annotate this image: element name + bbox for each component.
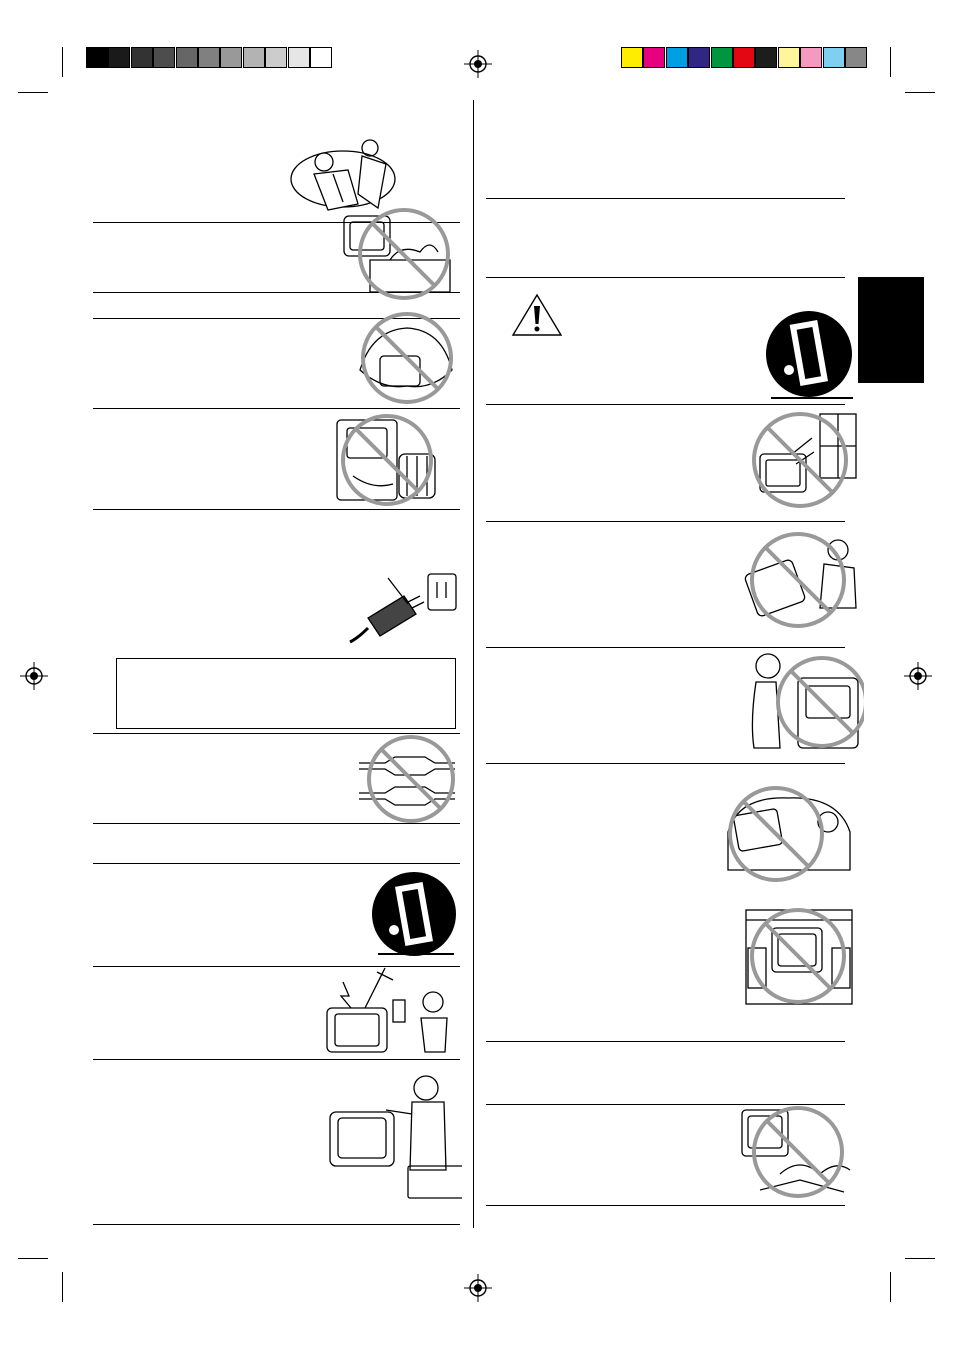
registration-mark-icon [904, 662, 932, 690]
gray-swatch [86, 47, 108, 68]
crop-mark-bottom-left-v [62, 1272, 63, 1302]
crop-mark-top-right-h [905, 92, 935, 93]
section-divider [486, 763, 845, 764]
section-divider [93, 408, 460, 409]
tv-enclosure-prohibited-illustration [742, 904, 856, 1008]
color-swatch [800, 47, 822, 68]
section-divider [93, 863, 460, 864]
gray-swatch [220, 47, 242, 68]
warning-triangle-icon [510, 292, 564, 338]
tv-falling-prohibited-illustration [736, 528, 862, 632]
reading-manual-illustration [288, 134, 408, 216]
crop-mark-bottom-right-h [905, 1258, 935, 1259]
section-divider [486, 521, 845, 522]
color-swatch [666, 47, 688, 68]
cart-tipover-icon [763, 310, 855, 400]
gray-swatch [153, 47, 175, 68]
gray-swatch [265, 47, 287, 68]
column-divider [473, 100, 474, 1228]
tv-covered-prohibited-illustration [352, 310, 462, 406]
color-swatch [823, 47, 845, 68]
section-divider [93, 733, 460, 734]
cart-tipover-icon [370, 870, 458, 958]
crop-mark-bottom-right-v [890, 1272, 891, 1302]
color-swatch [778, 47, 800, 68]
gray-swatch [243, 47, 265, 68]
gray-swatch [198, 47, 220, 68]
gray-swatch [176, 47, 198, 68]
note-box [116, 658, 456, 729]
gray-swatch [108, 47, 130, 68]
section-divider [486, 1041, 845, 1042]
gray-swatch [310, 47, 332, 68]
color-swatch [755, 47, 777, 68]
crop-mark-bottom-left-h [18, 1258, 48, 1259]
section-divider [93, 1059, 460, 1060]
section-divider [486, 647, 845, 648]
gray-swatch [131, 47, 153, 68]
color-swatch [733, 47, 755, 68]
outdoor-antenna-illustration [325, 962, 457, 1056]
damaged-cord-prohibited-illustration [355, 735, 459, 825]
crop-mark-top-left-v [62, 47, 63, 77]
tv-liquid-prohibited-illustration [340, 208, 455, 300]
tv-heater-prohibited-illustration [333, 410, 443, 508]
crop-mark-top-right-v [890, 47, 891, 77]
color-swatch [711, 47, 733, 68]
outlet-overload-prohibited-illustration [740, 1104, 858, 1200]
color-swatch [845, 47, 867, 68]
section-divider [486, 404, 845, 405]
section-divider [486, 198, 845, 199]
registration-mark-icon [464, 1274, 492, 1302]
section-divider [486, 277, 845, 278]
registration-mark-icon [20, 662, 48, 690]
color-swatch [643, 47, 665, 68]
tv-sunlight-prohibited-illustration [742, 408, 860, 510]
section-divider [486, 1205, 845, 1206]
color-swatch [688, 47, 710, 68]
registration-mark-icon [464, 50, 492, 78]
service-technician-illustration [326, 1070, 462, 1202]
color-swatch [621, 47, 643, 68]
section-divider [93, 1224, 460, 1225]
tv-cleaning-prohibited-illustration [746, 652, 864, 752]
polarized-plug-illustration [348, 568, 460, 648]
section-divider [93, 509, 460, 510]
crop-mark-top-left-h [18, 92, 48, 93]
gray-swatch [288, 47, 310, 68]
section-tab [858, 277, 924, 383]
tv-soft-surface-prohibited-illustration [718, 782, 856, 886]
